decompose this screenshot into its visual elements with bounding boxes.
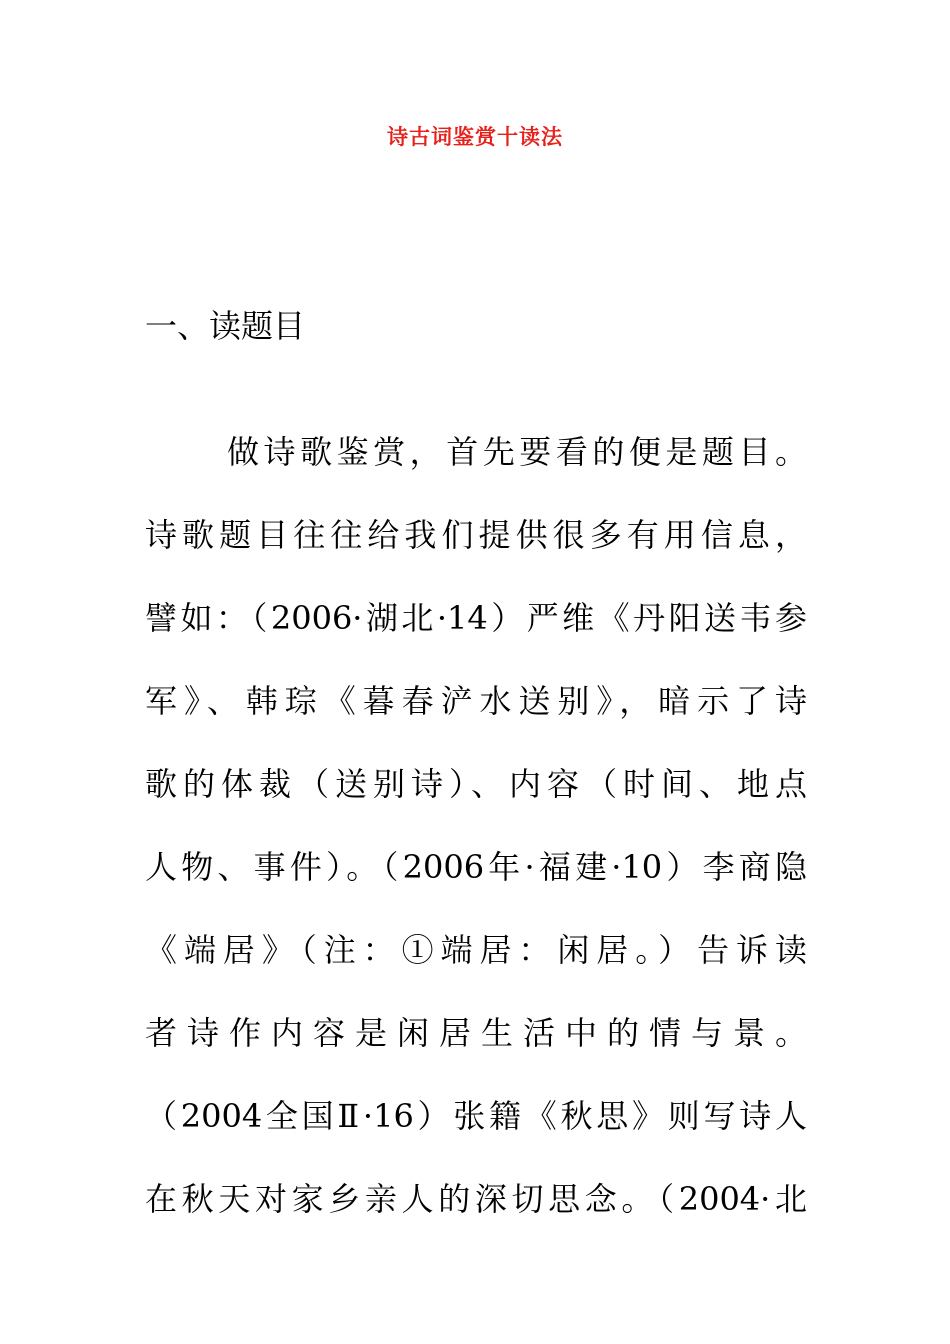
document-title: 诗古词鉴赏十读法 [387, 124, 563, 149]
paragraph-line: 军》、韩琮《暮春浐水送别》，暗示了诗 [145, 682, 807, 720]
paragraph-line: 者诗作内容是闲居生活中的情与景。 [145, 1014, 807, 1052]
paragraph-line: （2004全国Ⅱ·16）张籍《秋思》则写诗人 [145, 1097, 807, 1135]
paragraph-line: 譬如：（2006·湖北·14）严维《丹阳送韦参 [145, 599, 807, 637]
paragraph-line: 在秋天对家乡亲人的深切思念。（2004·北 [145, 1180, 807, 1218]
paragraph-line: 诗歌题目往往给我们提供很多有用信息， [145, 516, 807, 554]
section-heading: 一、读题目 [145, 307, 306, 345]
paragraph-line: 人物、事件）。（2006年·福建·10）李商隐 [145, 848, 807, 886]
paragraph [145, 424, 807, 1254]
paragraph-line: 《端居》（注：①端居：闲居。）告诉读 [145, 931, 807, 969]
paragraph-line: 做诗歌鉴赏，首先要看的便是题目。 [227, 433, 807, 471]
paragraph-line: 歌的体裁（送别诗）、内容（时间、地点 [145, 765, 807, 803]
